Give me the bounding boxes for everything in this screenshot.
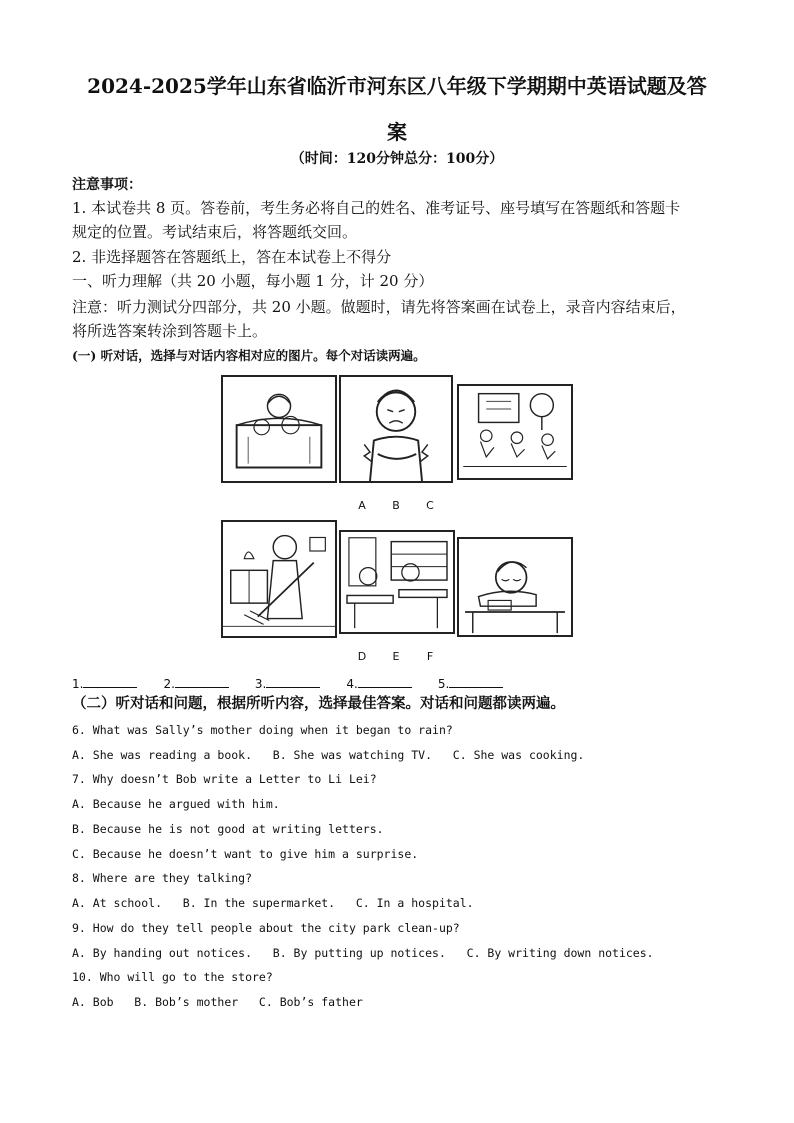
picture-label-c: C <box>426 499 434 512</box>
question-6-options: A. She was reading a book. B. She was watching TV. C. She was cooking. <box>72 748 585 762</box>
section-listening-heading: 一、听力理解（共 20 小题，每小题 1 分，计 20 分） <box>72 272 434 290</box>
picture-label-f: F <box>426 650 434 663</box>
part2-instruction: （二）听对话和问题，根据所听内容，选择最佳答案。对话和问题都读两遍。 <box>72 695 565 712</box>
answer-blank-5[interactable] <box>449 675 503 688</box>
notice-item-1-cont: 规定的位置。考试结束后，将答题纸交回。 <box>72 223 358 241</box>
blank-label-2: 2. <box>163 677 175 691</box>
blank-label-4: 4. <box>346 677 358 691</box>
answer-blank-4[interactable] <box>358 675 412 688</box>
question-8: 8. Where are they talking? <box>72 871 253 885</box>
question-7-option-c: C. Because he doesn’t want to give him a surprise. <box>72 847 419 861</box>
picture-e-library <box>339 530 455 634</box>
picture-label-a: A <box>358 499 366 512</box>
part1-instruction: (一) 听对话，选择与对话内容相对应的图片。每个对话读两遍。 <box>72 348 426 363</box>
notice-heading: 注意事项： <box>72 177 142 193</box>
answer-blank-3[interactable] <box>266 675 320 688</box>
listening-note-cont: 将所选答案转涂到答题卡上。 <box>72 322 268 340</box>
question-8-options: A. At school. B. In the supermarket. C. In a hospital. <box>72 896 474 910</box>
answer-blank-2[interactable] <box>175 675 229 688</box>
listening-note: 注意：听力测试分四部分，共 20 小题。做题时，请先将答案画在试卷上，录音内容结束后， <box>72 298 686 316</box>
picture-b-stomachache <box>339 375 453 483</box>
question-7-option-a: A. Because he argued with him. <box>72 797 280 811</box>
picture-c-park-cleanup <box>457 384 573 480</box>
blank-label-3: 3. <box>254 677 267 691</box>
picture-label-d: D <box>357 650 367 663</box>
notice-item-1: 1. 本试卷共 8 页。答卷前，考生务必将自己的姓名、准考证号、座号填写在答题纸和答题卡 <box>72 199 681 217</box>
question-7: 7. Why doesn’t Bob write a Letter to Li Lei? <box>72 772 377 786</box>
question-9-options: A. By handing out notices. B. By putting up notices. C. By writing down notices. <box>72 946 654 960</box>
document-title-line1: 2024-2025学年山东省临沂市河东区八年级下学期期中英语试题及答 <box>87 74 707 98</box>
question-6: 6. What was Sally’s mother doing when it began to rain? <box>72 723 453 737</box>
question-7-option-b: B. Because he is not good at writing letters. <box>72 822 384 836</box>
picture-a-cooking <box>221 375 337 483</box>
picture-d-sweeping <box>221 520 337 638</box>
picture-label-b: B <box>392 499 400 512</box>
question-10: 10. Who will go to the store? <box>72 970 273 984</box>
blank-label-5: 5. <box>437 677 450 691</box>
question-9: 9. How do they tell people about the city park clean-up? <box>72 921 460 935</box>
picture-label-e: E <box>392 650 400 663</box>
exam-time-info: （时间：120分钟总分：100分） <box>290 151 504 167</box>
notice-item-2: 2. 非选择题答在答题纸上，答在本试卷上不得分 <box>72 248 392 266</box>
answer-blanks-row <box>72 675 529 691</box>
answer-blank-1[interactable] <box>83 675 137 688</box>
document-title-line2: 案 <box>387 120 407 144</box>
blank-label-1: 1. <box>72 677 84 691</box>
question-10-options: A. Bob B. Bob’s mother C. Bob’s father <box>72 995 363 1009</box>
picture-f-sleeping <box>457 537 573 637</box>
